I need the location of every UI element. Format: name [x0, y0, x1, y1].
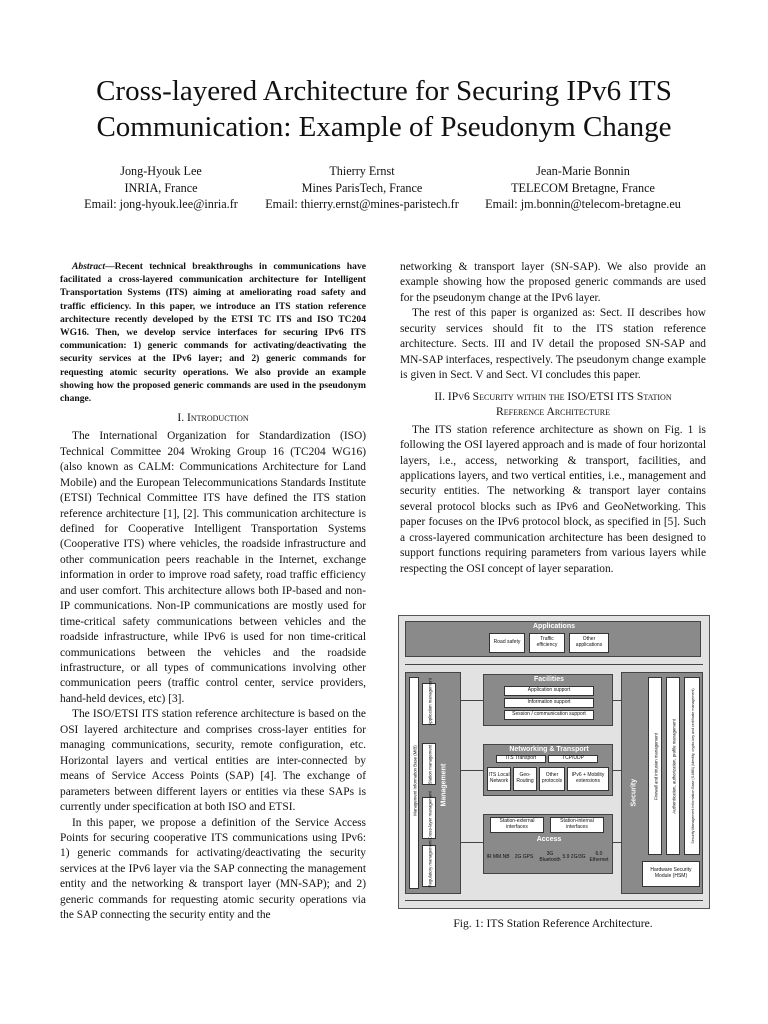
media-3g: 3G Bluetooth — [539, 851, 561, 863]
author-affiliation: Mines ParisTech, France — [301, 180, 423, 195]
paragraph: The ITS station reference architecture as shown on Fig. 1 is following the OSI layered approach and is made of four horizontal layers, i.e., access, networking & transport, facilities, and applications layers, and two vertical entities, i.e., management and security entities. The networking & transport layer contains several protocol blocks such as IPv6 and GeoNetworking. This paper focuses on the IPv6 protocol block, as specified in [5]. Such a cross-layered communication architecture has been designed to support functions requiring parameters from various layers while respecting the OSI concept of layer separation. — [400, 423, 706, 575]
connector-line — [461, 700, 483, 701]
management-title: Management — [440, 763, 448, 807]
right-column — [400, 260, 706, 577]
connector-line — [613, 770, 621, 771]
abstract-label: Abstract — [72, 261, 106, 272]
security-entity — [621, 672, 703, 894]
hsm-box: Hardware Security Module (HSM) — [642, 861, 700, 887]
applications-layer — [405, 621, 701, 657]
author-email[interactable]: Email: thierry.ernst@mines-paristech.fr — [265, 197, 459, 211]
networking-title: Networking & Transport — [509, 746, 589, 753]
regulatory-management-label: Regulatory management — [427, 840, 433, 888]
road-safety-box: Road safety — [489, 633, 525, 653]
applications-title: Applications — [532, 623, 575, 630]
smib-label: Security Management Information Base (S-MIB) (Identity, crypto-key and certificate management) — [691, 688, 695, 844]
author-affiliation: INRIA, France — [124, 180, 198, 195]
application-management-label: Application management — [427, 678, 433, 726]
connector-line — [461, 770, 483, 771]
media-2g: 2G GPS — [514, 854, 534, 861]
connector-line — [613, 700, 621, 701]
author-affiliation: TELECOM Bretagne, France — [511, 180, 655, 195]
abstract-text: —Recent technical breakthroughs in communications have facilitated a cross-layered communication architecture for Intelligent Transportation Systems (ITS) aiming at ameliorating road safety and traffic efficiency. In this paper, we introduce an ITS station reference architecture recently developed by the ETSI TC ITS and ISO TC204 WG16. Then, we develop service interfaces for securing IPv6 ITS communication: 1) generic commands for activating/deactivating the security services at the IPv6 layer; and 2) generic commands for requesting atomic security operations. We also provide an example showing how the proposed generic commands are used in the pseudonym change. — [60, 261, 366, 405]
paragraph: The International Organization for Standardization (ISO) Technical Committee 204 Wroking Group 16 (TC204 WG16) (also known as CALM: Communications Architecture for Land Mobile) and the European Telecommunications Standards Institute (ETSI) Technical Committee ITS have defined the ITS station reference architecture [1], [2]. This communication architecture is defined for Cooperative Intelligent Transportation Systems (Cooperative ITS) where vehicles, the roadside infrastructure and other communication peers reachable in the Internet, exchange information in order to improve road safety, road traffic efficiency and user comfort. This architecture allows both IP-based and non-IP communications. Non-IP communications are mostly used for time-critical safety communications between vehicles and the roadside infrastructure, while IPv6 is used for non time-critical communications between the vehicles and the roadside infrastructure, or all types of communications involving other communication peers (traffic control center, service providers, hand-held devices, etc) [3]. — [60, 430, 366, 705]
media-ir: IR MM.NB — [486, 854, 510, 861]
media-5-9: 5.9 2G/3G — [562, 854, 586, 861]
paragraph: In this paper, we propose a definition of the Service Access Points for securing cooperative ITS communications using IPv6: 1) generic commands for activating/deactivating the security services at the IPv6 layer via the SAP connecting the management entity and the networking & transport layer (MN-SAP); and 2) generic commands for requesting atomic security operations via the SAP connecting the security entity and the — [60, 816, 366, 922]
section-1-heading: I. Introduction — [177, 411, 249, 425]
information-support-box: Information support — [504, 698, 594, 708]
paragraph: networking & transport layer (SN-SAP). We also provide an example showing how the proposed generic commands are used for the pseudonym change at the IPv6 layer. — [400, 261, 706, 304]
station-external-interfaces-box: Station-external interfaces — [490, 817, 544, 833]
its-architecture-figure — [398, 615, 710, 909]
access-layer — [483, 814, 613, 874]
other-applications-box: Other applications — [569, 633, 609, 653]
paragraph: The rest of this paper is organized as: Sect. II describes how security services should fit to the ITS station reference architecture. Sects. III and IV detail the proposed SN-SAP and MN-SAP interfaces, respectively. The pseudonym change example is given in Sect. V and Sect. VI concludes this paper. — [400, 307, 706, 382]
media-6-0: 6.0 Ethernet — [589, 851, 609, 863]
author-name: Jean-Marie Bonnin — [536, 164, 630, 178]
author-name: Jong-Hyouk Lee — [120, 164, 202, 178]
title-line-1: Cross-layered Architecture for Securing IPv6 ITS — [96, 75, 672, 107]
author-2 — [237, 163, 487, 213]
regulatory-management-box — [422, 840, 436, 888]
access-title: Access — [536, 836, 562, 843]
mib-bar — [409, 677, 419, 889]
firewall-box — [648, 677, 662, 855]
authentication-box — [666, 677, 680, 855]
author-email[interactable]: Email: jong-hyouk.lee@inria.fr — [84, 197, 238, 211]
ipv6-mobility-box: IPv6 + Mobility extensions — [567, 767, 609, 791]
title-line-2: Communication: Example of Pseudonym Change — [96, 111, 672, 143]
section-2-heading-line-1: II. IPv6 Security within the ISO/ETSI ITS Station — [434, 389, 672, 403]
figure-caption: Fig. 1: ITS Station Reference Architecture. — [453, 917, 653, 930]
application-support-box: Application support — [504, 686, 594, 696]
cross-layer-management-label: Cross-layer management — [427, 791, 433, 840]
connector-line — [613, 842, 621, 843]
authentication-label: Authentication, authorization, profile management — [671, 719, 677, 814]
cross-layer-management-box — [422, 791, 436, 840]
application-management-box — [422, 678, 436, 726]
author-3 — [458, 163, 708, 213]
its-transport-box: ITS Transport — [496, 755, 546, 763]
abstract — [60, 260, 366, 405]
its-local-network-box: ITS Local Network — [487, 767, 511, 791]
connector-line — [405, 900, 703, 901]
station-management-box — [422, 743, 436, 785]
session-support-box: Session / communication support — [504, 710, 594, 720]
facilities-title: Facilities — [534, 676, 564, 683]
firewall-label: Firewall and intrusion management — [653, 733, 659, 800]
traffic-efficiency-box: Traffic efficiency — [529, 633, 565, 653]
section-2-heading-line-2: Reference Architecture — [496, 404, 610, 418]
author-email[interactable]: Email: jm.bonnin@telecom-bretagne.eu — [485, 197, 681, 211]
networking-transport-layer — [483, 744, 613, 796]
paragraph: The ISO/ETSI ITS station reference architecture is based on the OSI layered architecture and comprises cross-layer entities for managing communications, security, remote configuration, etc. Horizontal layers and vertical entities are inter-connected by means of Service Access Points (SAP) [4]. The exchange of parameters between different layers or entities via these SAPs is currently under specification at both ISO and ETSI. — [60, 708, 366, 814]
left-column — [60, 260, 366, 924]
security-title: Security — [630, 778, 638, 807]
facilities-layer — [483, 674, 613, 726]
tcp-udp-box: TCP/UDP — [548, 755, 598, 763]
geo-routing-box: Geo-Routing — [513, 767, 537, 791]
mib-label: Management Information Base (MIB) — [412, 745, 418, 816]
management-entity — [405, 672, 461, 894]
section-2-heading — [400, 389, 706, 419]
station-management-label: Station management — [427, 744, 433, 785]
connector-line — [405, 664, 703, 665]
author-name: Thierry Ernst — [329, 164, 395, 178]
station-internal-interfaces-box: Station-internal interfaces — [550, 817, 604, 833]
other-protocols-box: Other protocols — [539, 767, 565, 791]
connector-line — [461, 842, 483, 843]
smib-box — [684, 677, 700, 855]
paper-title — [0, 73, 768, 145]
